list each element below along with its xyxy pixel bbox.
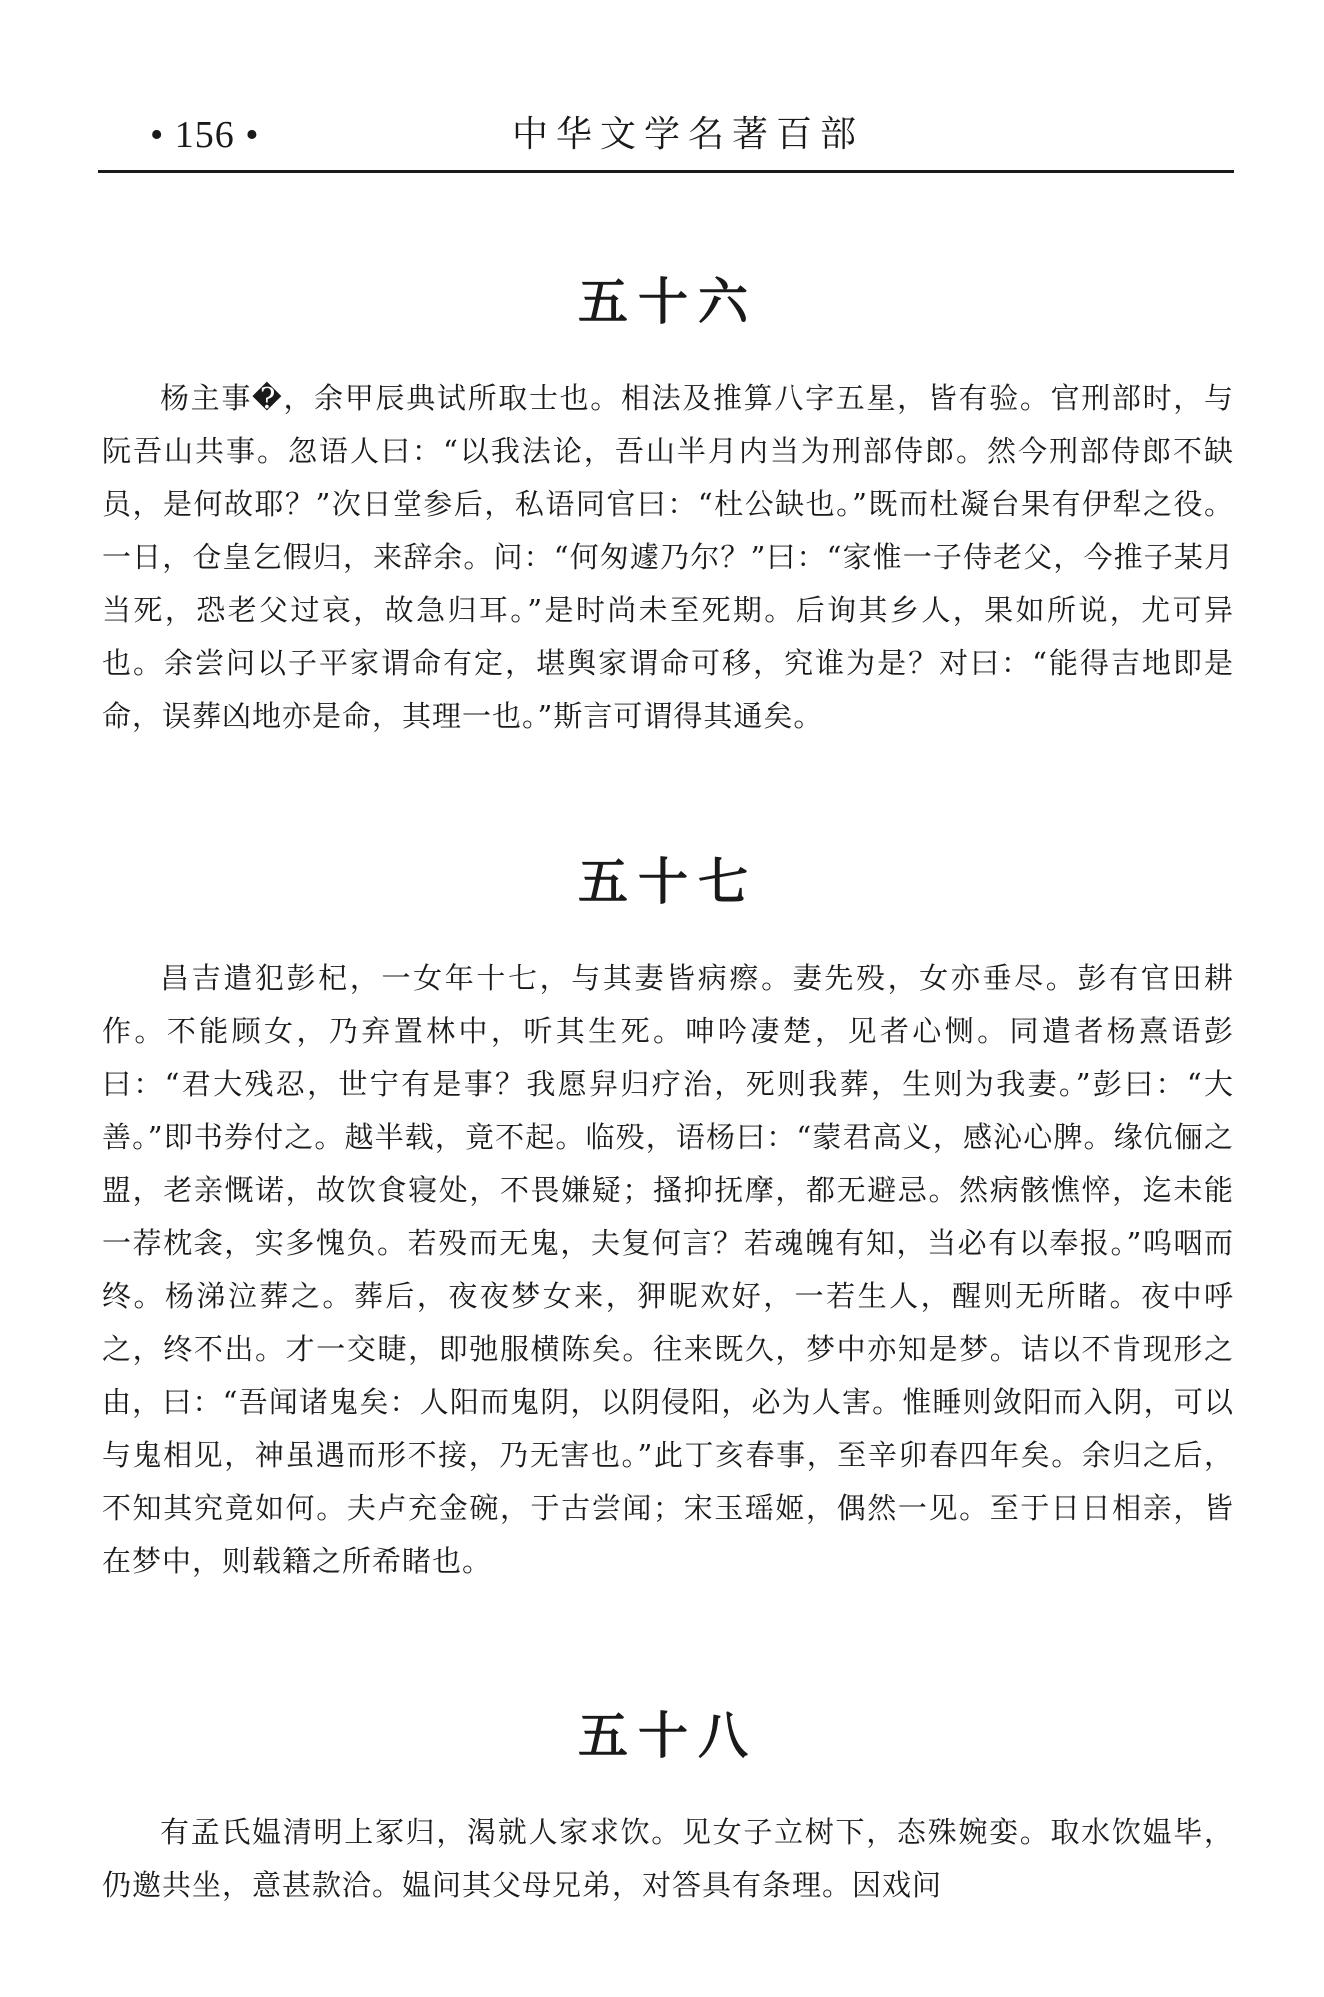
section-body: 有孟氏媪清明上冢归，渴就人家求饮。见女子立树下，态殊婉娈。取水饮媪毕，仍邀共坐，意甚款洽。媪问其父母兄弟，对答具有条理。因戏问 xyxy=(102,1815,1234,1902)
section-56 xyxy=(102,272,1234,743)
header-rule xyxy=(98,170,1234,173)
section-title: 五十六 xyxy=(578,273,758,331)
running-title: 中华文学名著百部 xyxy=(512,114,865,155)
page-header xyxy=(98,110,1234,172)
section-58 xyxy=(102,1706,1234,1912)
section-57 xyxy=(102,852,1234,1588)
page-number: • 156 • xyxy=(150,114,260,156)
section-title: 五十七 xyxy=(578,853,758,911)
section-body: 杨主事�，余甲辰典试所取士也。相法及推算八字五星，皆有验。官刑部时，与阮吾山共事。忽语人曰：“以我法论，吾山半月内当为刑部侍郎。然今刑部侍郎不缺员，是何故耶？”次日堂参后，私语同官曰：“杜公缺也。”既而杜凝台果有伊犁之役。一日，仓皇乞假归，来辞余。问：“何匆遽乃尔？”曰：“家惟一子侍老父，今推子某月当死，恐老父过哀，故急归耳。”是时尚未至死期。后询其乡人，果如所说，尤可异也。余尝问以子平家谓命有定，堪舆家谓命可移，究谁为是？对曰：“能得吉地即是命，误葬凶地亦是命，其理一也。”斯言可谓得其通矣。 xyxy=(102,381,1234,733)
section-title: 五十八 xyxy=(578,1707,758,1765)
section-body: 昌吉遣犯彭杞，一女年十七，与其妻皆病瘵。妻先殁，女亦垂尽。彭有官田耕作。不能顾女，乃弃置林中，听其生死。呻吟凄楚，见者心恻。同遣者杨熹语彭曰：“君大残忍，世宁有是事？我愿舁归疗治，死则我葬，生则为我妻。”彭曰：“大善。”即书券付之。越半载，竟不起。临殁，语杨曰：“蒙君高义，感沁心脾。缘伉俪之盟，老亲慨诺，故饮食寝处，不畏嫌疑；搔抑抚摩，都无避忌。然病骸憔悴，迄未能一荐枕衾，实多愧负。若殁而无鬼，夫复何言？若魂魄有知，当必有以奉报。”呜咽而终。杨涕泣葬之。葬后，夜夜梦女来，狎昵欢好，一若生人，醒则无所睹。夜中呼之，终不出。才一交睫，即弛服横陈矣。往来既久，梦中亦知是梦。诘以不肯现形之由，曰：“吾闻诸鬼矣：人阳而鬼阴，以阴侵阳，必为人害。惟睡则敛阳而入阴，可以与鬼相见，神虽遇而形不接，乃无害也。”此丁亥春事，至辛卯春四年矣。余归之后，不知其究竟如何。夫卢充金碗，于古尝闻；宋玉瑶姬，偶然一见。至于日日相亲，皆在梦中，则载籍之所希睹也。 xyxy=(102,961,1234,1578)
